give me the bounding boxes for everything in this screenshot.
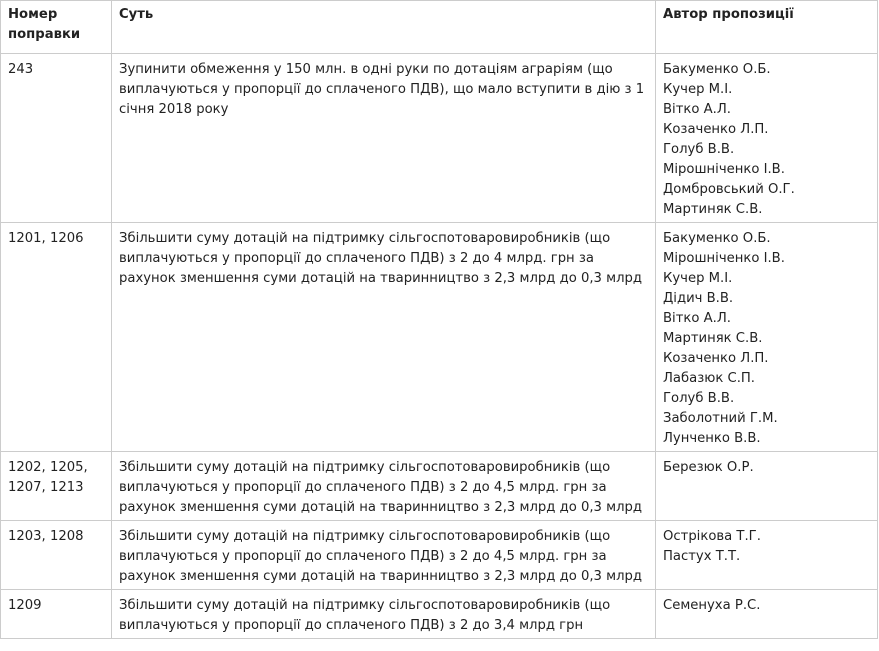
table-row: [1, 590, 878, 639]
table-row: [1, 521, 878, 590]
author-name: Острікова Т.Г.: [663, 529, 761, 544]
amendment-authors: [656, 590, 878, 639]
author-name: Кучер М.І.: [663, 271, 733, 286]
author-name: Мартиняк С.В.: [663, 331, 763, 346]
author-name: Семенуха Р.С.: [663, 598, 761, 613]
header-essence: Суть: [112, 1, 656, 54]
amendment-authors: [656, 521, 878, 590]
table-header-row: [1, 1, 878, 54]
author-name: Козаченко Л.П.: [663, 351, 769, 366]
author-name: Бакуменко О.Б.: [663, 231, 771, 246]
amendment-authors: [656, 452, 878, 521]
table-row: [1, 452, 878, 521]
author-name: Кучер М.І.: [663, 82, 733, 97]
amendment-essence: Збільшити суму дотацій на підтримку сільгоспотоваровиробників (що виплачуються у пропорції до сплаченого ПДВ) з 2 до 4,5 млрд. грн за рахунок зменшення суми дотацій на тваринництво з 2,3 млрд до 0,3 млрд: [112, 452, 656, 521]
author-name: Заболотний Г.М.: [663, 411, 778, 426]
author-name: Лунченко В.В.: [663, 431, 761, 446]
author-name: Пастух Т.Т.: [663, 549, 741, 564]
author-name: Домбровський О.Г.: [663, 182, 795, 197]
author-name: Голуб В.В.: [663, 142, 735, 157]
author-name: Мірошніченко І.В.: [663, 162, 785, 177]
amendment-essence: Зупинити обмеження у 150 млн. в одні руки по дотаціям аграріям (що виплачуються у пропорції до сплаченого ПДВ), що мало вступити в дію з 1 січня 2018 року: [112, 54, 656, 223]
amendment-number: 1203, 1208: [1, 521, 112, 590]
table-row: [1, 223, 878, 452]
author-name: Голуб В.В.: [663, 391, 735, 406]
amendment-authors: [656, 223, 878, 452]
author-name: Вітко А.Л.: [663, 102, 731, 117]
amendment-number: 1201, 1206: [1, 223, 112, 452]
author-name: Мірошніченко І.В.: [663, 251, 785, 266]
author-name: Бакуменко О.Б.: [663, 62, 771, 77]
amendment-number: 1209: [1, 590, 112, 639]
author-name: Козаченко Л.П.: [663, 122, 769, 137]
header-number: Номер поправки: [1, 1, 112, 54]
author-name: Мартиняк С.В.: [663, 202, 763, 217]
table-row: [1, 54, 878, 223]
amendment-number: 243: [1, 54, 112, 223]
amendment-essence: Збільшити суму дотацій на підтримку сільгоспотоваровиробників (що виплачуються у пропорції до сплаченого ПДВ) з 2 до 4,5 млрд. грн за рахунок зменшення суми дотацій на тваринництво з 2,3 млрд до 0,3 млрд: [112, 521, 656, 590]
amendment-number: 1202, 1205, 1207, 1213: [1, 452, 112, 521]
amendment-authors: [656, 54, 878, 223]
header-author: Автор пропозиції: [656, 1, 878, 54]
amendment-essence: Збільшити суму дотацій на підтримку сільгоспотоваровиробників (що виплачуються у пропорції до сплаченого ПДВ) з 2 до 3,4 млрд грн: [112, 590, 656, 639]
amendment-essence: Збільшити суму дотацій на підтримку сільгоспотоваровиробників (що виплачуються у пропорції до сплаченого ПДВ) з 2 до 4 млрд. грн за рахунок зменшення суми дотацій на тваринництво з 2,3 млрд до 0,3 млрд: [112, 223, 656, 452]
author-name: Дідич В.В.: [663, 291, 734, 306]
author-name: Лабазюк С.П.: [663, 371, 755, 386]
author-name: Березюк О.Р.: [663, 460, 754, 475]
table-body: [1, 54, 878, 639]
author-name: Вітко А.Л.: [663, 311, 731, 326]
